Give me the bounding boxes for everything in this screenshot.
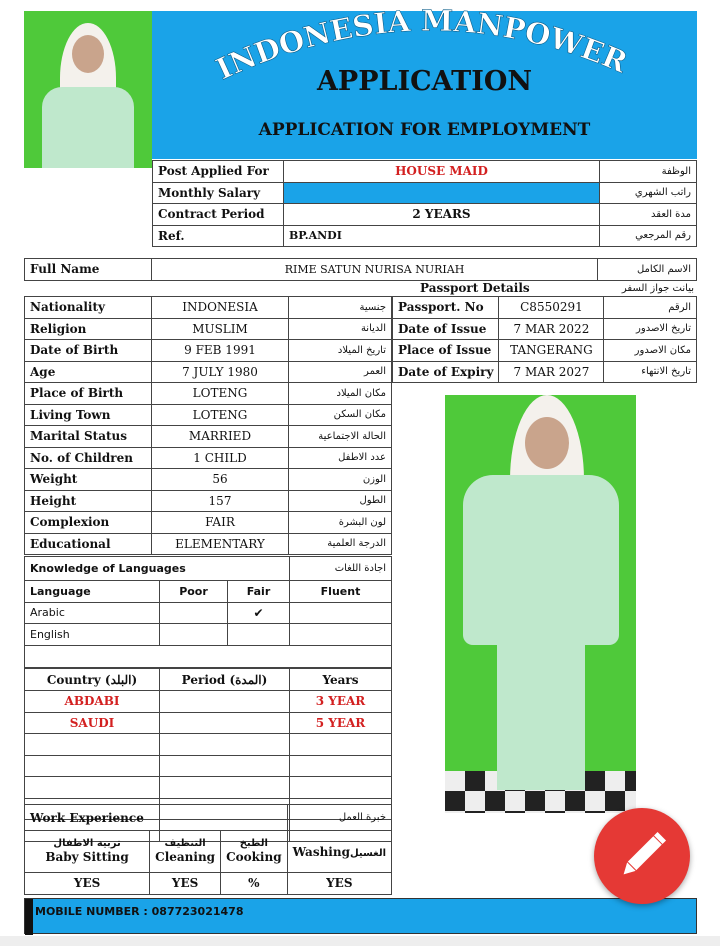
personal-value: LOTENG — [152, 404, 289, 426]
experience-row — [25, 712, 392, 734]
personal-label: Living Town — [25, 404, 152, 426]
passport-row — [393, 340, 697, 362]
personal-arabic: العمر — [289, 361, 392, 383]
skill-value: YES — [287, 873, 391, 895]
passport-label: Passport. No — [393, 297, 499, 319]
exp-country: SAUDI — [25, 712, 160, 734]
language-fluent — [290, 624, 392, 646]
personal-label: Complexion — [25, 512, 152, 534]
personal-arabic: جنسية — [289, 297, 392, 319]
personal-value: MARRIED — [152, 426, 289, 448]
passport-value: 7 MAR 2027 — [499, 361, 604, 383]
skill-value: YES — [150, 873, 221, 895]
skill-english: Washing — [292, 844, 350, 859]
skill-baby-sitting — [25, 831, 150, 873]
salary-row — [153, 182, 697, 204]
language-name: English — [25, 624, 160, 646]
passport-label: Place of Issue — [393, 340, 499, 362]
personal-arabic: الديانة — [289, 318, 392, 340]
languages-table — [24, 556, 392, 668]
skill-cleaning — [150, 831, 221, 873]
lang-header-language: Language — [25, 581, 160, 603]
personal-value: INDONESIA — [152, 297, 289, 319]
passport-value: C8550291 — [499, 297, 604, 319]
personal-arabic: الحالة الاجتماعية — [289, 426, 392, 448]
personal-row — [25, 533, 392, 555]
passport-row — [393, 361, 697, 383]
work-title: Work Experience — [25, 805, 288, 831]
exp-header-country: Country (البلد) — [25, 669, 160, 691]
personal-label: Nationality — [25, 297, 152, 319]
passport-table — [392, 296, 697, 383]
full-name-table — [24, 258, 697, 281]
personal-label: Place of Birth — [25, 383, 152, 405]
experience-row — [25, 691, 392, 713]
mobile-number: MOBILE NUMBER : 087723021478 — [35, 905, 244, 918]
full-name-label: Full Name — [25, 259, 152, 281]
ref-row — [153, 225, 697, 247]
skill-english: Cooking — [226, 850, 282, 865]
personal-row — [25, 297, 392, 319]
languages-title-arabic: اجادة اللغات — [290, 557, 392, 581]
personal-label: Height — [25, 490, 152, 512]
exp-period — [160, 712, 290, 734]
personal-arabic: الدرجة العلمية — [289, 533, 392, 555]
passport-title-arabic: بيانت جواز السفر — [621, 283, 694, 294]
language-row — [25, 624, 392, 646]
skill-washing — [287, 831, 391, 873]
contract-row — [153, 204, 697, 226]
personal-value: MUSLIM — [152, 318, 289, 340]
post-value: HOUSE MAID — [284, 161, 600, 183]
svg-text:INDONESIA MANPOWER: INDONESIA MANPOWER — [210, 3, 633, 87]
exp-period — [160, 691, 290, 713]
contract-arabic: مدة العقد — [600, 204, 697, 226]
exp-header-years: Years — [290, 669, 392, 691]
personal-value: ELEMENTARY — [152, 533, 289, 555]
personal-label: Age — [25, 361, 152, 383]
personal-row — [25, 340, 392, 362]
pencil-icon — [594, 808, 690, 904]
language-name: Arabic — [25, 602, 160, 624]
personal-row — [25, 426, 392, 448]
skill-value: % — [221, 873, 288, 895]
personal-row — [25, 469, 392, 491]
personal-row — [25, 512, 392, 534]
personal-value: 56 — [152, 469, 289, 491]
personal-arabic: الوزن — [289, 469, 392, 491]
language-fair — [228, 624, 290, 646]
skill-value: YES — [25, 873, 150, 895]
personal-arabic: تاريخ الميلاد — [289, 340, 392, 362]
language-row — [25, 602, 392, 624]
passport-value: TANGERANG — [499, 340, 604, 362]
passport-arabic: الرقم — [604, 297, 697, 319]
salary-label: Monthly Salary — [153, 182, 284, 204]
skill-cooking — [221, 831, 288, 873]
personal-row — [25, 490, 392, 512]
spacer-row — [25, 645, 392, 667]
languages-title: Knowledge of Languages — [25, 557, 290, 581]
personal-value: 9 FEB 1991 — [152, 340, 289, 362]
personal-value: LOTENG — [152, 383, 289, 405]
personal-row — [25, 383, 392, 405]
ref-value: BP.ANDI — [284, 225, 600, 247]
salary-arabic: راتب الشهري — [600, 182, 697, 204]
personal-table — [24, 296, 392, 555]
exp-header-period: Period (المدة) — [160, 669, 290, 691]
work-table — [24, 804, 392, 895]
contract-label: Contract Period — [153, 204, 284, 226]
passport-arabic: تاريخ الانتهاء — [604, 361, 697, 383]
personal-label: Marital Status — [25, 426, 152, 448]
passport-label: Date of Issue — [393, 318, 499, 340]
personal-value: 7 JULY 1980 — [152, 361, 289, 383]
post-row — [153, 161, 697, 183]
page-subtitle: APPLICATION FOR EMPLOYMENT — [258, 120, 591, 140]
language-fluent — [290, 602, 392, 624]
small-photo — [24, 11, 152, 168]
personal-arabic: عدد الاطفل — [289, 447, 392, 469]
passport-arabic: مكان الاصدور — [604, 340, 697, 362]
skill-english: Baby Sitting — [45, 850, 129, 865]
work-title-arabic: خبرة العمل — [287, 805, 391, 831]
passport-value: 7 MAR 2022 — [499, 318, 604, 340]
full-body-photo — [445, 395, 636, 813]
personal-row — [25, 404, 392, 426]
passport-row — [393, 297, 697, 319]
lang-header-fair: Fair — [228, 581, 290, 603]
passport-row — [393, 318, 697, 340]
skill-arabic: الطبخ — [239, 838, 268, 850]
personal-arabic: الطول — [289, 490, 392, 512]
skill-english: Cleaning — [155, 850, 216, 865]
personal-row — [25, 361, 392, 383]
ref-arabic: رقم المرجعي — [600, 225, 697, 247]
full-name-value: RIME SATUN NURISA NURIAH — [152, 259, 598, 281]
personal-label: Educational — [25, 533, 152, 555]
personal-arabic: لون البشرة — [289, 512, 392, 534]
personal-label: Weight — [25, 469, 152, 491]
personal-label: No. of Children — [25, 447, 152, 469]
language-fair: ✔ — [228, 602, 290, 624]
personal-value: 157 — [152, 490, 289, 512]
exp-country: ABDABI — [25, 691, 160, 713]
personal-value: 1 CHILD — [152, 447, 289, 469]
full-name-arabic: الاسم الكامل — [598, 259, 697, 281]
lang-header-poor: Poor — [160, 581, 228, 603]
passport-arabic: تاريخ الاصدور — [604, 318, 697, 340]
exp-years: 3 YEAR — [290, 691, 392, 713]
post-label: Post Applied For — [153, 161, 284, 183]
skill-arabic: التنظيف — [164, 838, 206, 850]
contract-value: 2 YEARS — [284, 204, 600, 226]
lang-header-fluent: Fluent — [290, 581, 392, 603]
skill-arabic: تربية الاطفال — [53, 838, 121, 850]
language-poor — [160, 624, 228, 646]
personal-row — [25, 318, 392, 340]
page-bottom-border — [0, 936, 720, 946]
personal-label: Date of Birth — [25, 340, 152, 362]
salary-value — [284, 182, 600, 204]
passport-title: Passport Details — [420, 281, 530, 295]
page-title: APPLICATION — [316, 66, 533, 97]
edit-button[interactable] — [594, 808, 690, 904]
personal-arabic: مكان السكن — [289, 404, 392, 426]
passport-label: Date of Expiry — [393, 361, 499, 383]
personal-value: FAIR — [152, 512, 289, 534]
personal-arabic: مكان الميلاد — [289, 383, 392, 405]
skill-arabic: الغسيل — [349, 847, 386, 859]
ref-label: Ref. — [153, 225, 284, 247]
post-arabic: الوظفة — [600, 161, 697, 183]
post-table — [152, 160, 697, 247]
exp-years: 5 YEAR — [290, 712, 392, 734]
language-poor — [160, 602, 228, 624]
personal-row — [25, 447, 392, 469]
personal-label: Religion — [25, 318, 152, 340]
